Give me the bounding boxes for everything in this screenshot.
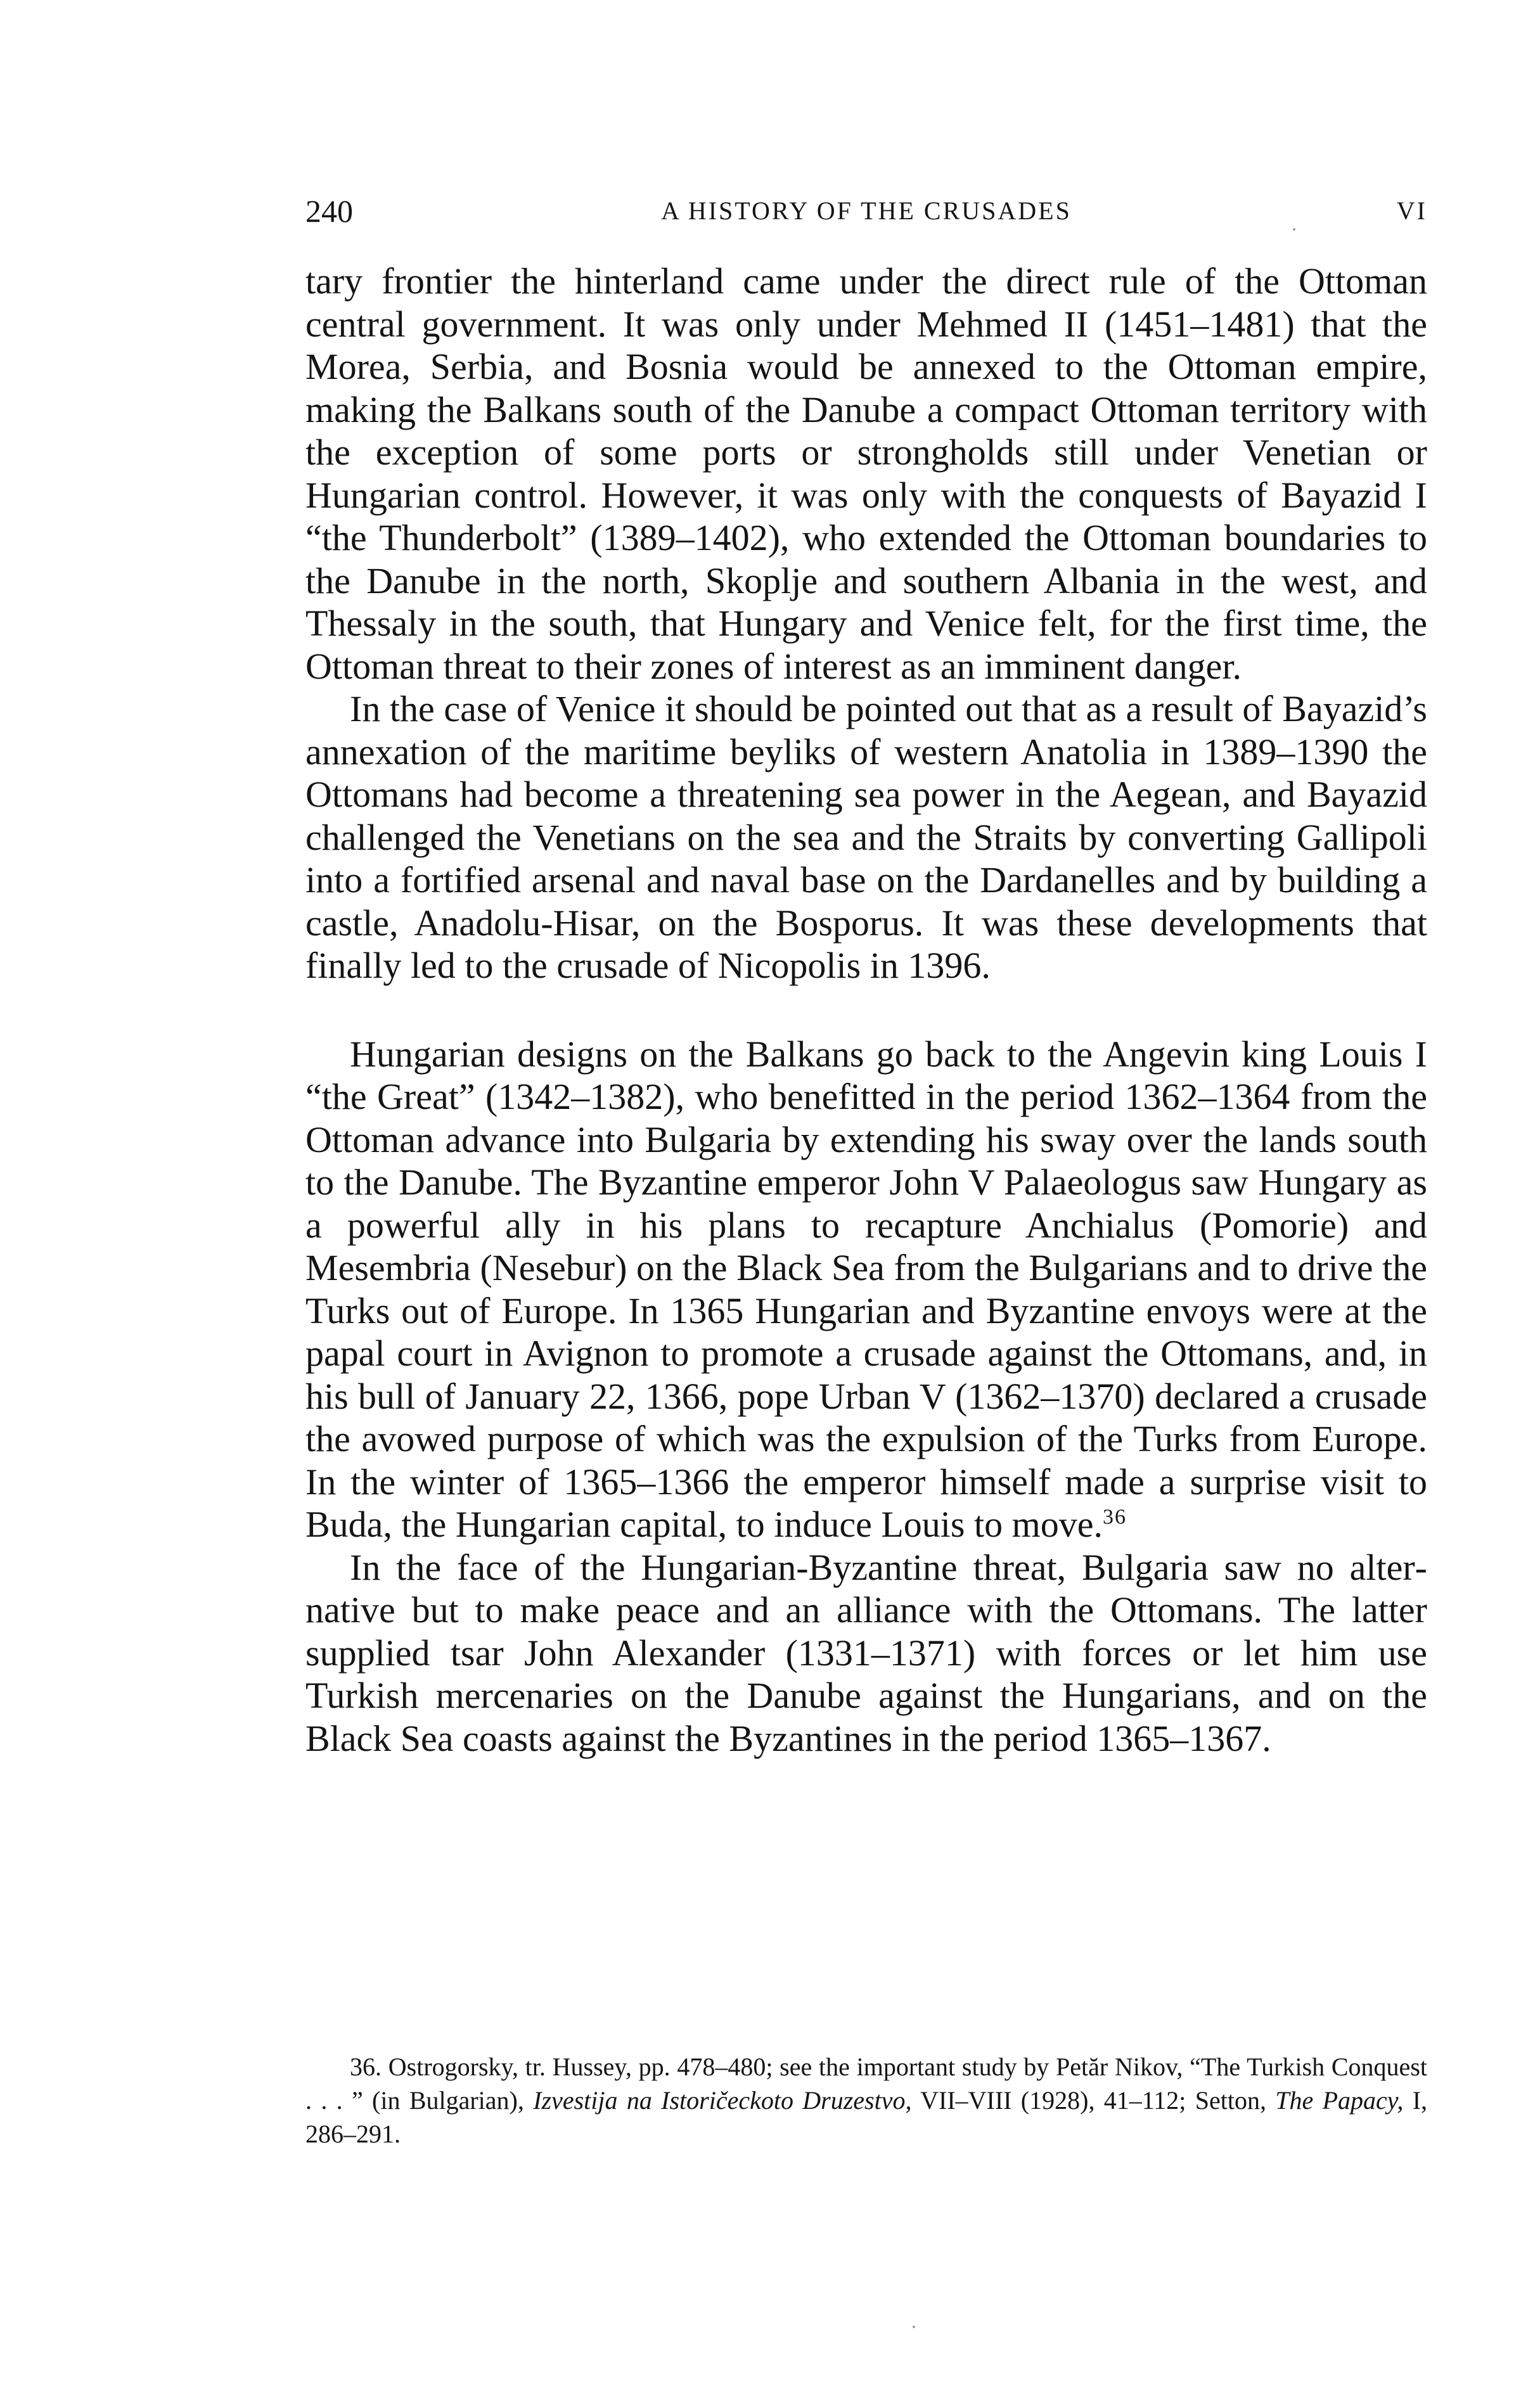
page-number: 240 xyxy=(305,193,353,229)
paper-speck xyxy=(913,2326,915,2328)
paragraph-1: tary frontier the hinterland came under the direct rule of the Ottoman central government. It was only under Mehmed II (1451–1481) that the Morea, Serbia, and Bosnia would be annexed to the Ottoman empire, making the Balkans south of the Danube a compact Ottoman territory with the exception of some ports or strongholds still under Venetian or Hungarian control. However, it was only with the conquests of Bayazid I “the Thunderbolt” (1389–1402), who extended the Ottoman boundaries to the Danube in the north, Skoplje and southern Albania in the west, and Thessaly in the south, that Hungary and Venice felt, for the first time, the Ottoman threat to their zones of interest as an imminent danger. xyxy=(305,260,1427,687)
footnote-text-b: VII–VIII (1928), 41–112; Setton, xyxy=(920,2086,1266,2115)
footnote-book-title: The Papacy, xyxy=(1275,2086,1404,2115)
footnote-journal-title: Izvestija na Istoričeckoto Druzestvo, xyxy=(533,2086,912,2115)
footnote-text-c: I, 286–291. xyxy=(305,2086,1428,2148)
paper-speck xyxy=(1293,228,1295,231)
paragraph-3-text: Hungarian designs on the Balkans go back to the Angevin king Louis I “the Great” (1342–1382), who benefitted in the period 1362–1364 from the Ottoman advance into Bulgaria by extending his sway over the lands south to the Danube. The Byzantine emperor John V Palaeologus saw Hungary as a powerful ally in his plans to recapture Anchialus (Pomorie) and Mesembria (Nesebur) on the Black Sea from the Bulgarians and to drive the Turks out of Europe. In 1365 Hungarian and Byzantine envoys were at the papal court in Avignon to promote a crusade against the Ottomans, and, in his bull of January 22, 1366, pope Urban V (1362–1370) declared a crusade the avowed purpose of which was the expulsion of the Turks from Europe. In the winter of 1365–1366 the emperor himself made a surprise visit to Buda, the Hungarian capital, to induce Louis to move. xyxy=(305,1033,1427,1545)
paragraph-3 xyxy=(305,1033,1427,1546)
section-number: VI xyxy=(1396,196,1427,225)
body-text xyxy=(305,260,1427,1760)
paragraph-4: In the face of the Hungarian-Byzantine threat, Bulgaria saw no alternative but to make peace and an alliance with the Ottomans. The latter supplied tsar John Alexander (1331–1371) with forces or let him use Turkish mercenaries on the Danube against the Hungarians, and on the Black Sea coasts against the Byzantines in the period 1365–1367. xyxy=(305,1546,1427,1759)
running-head xyxy=(305,189,1427,233)
footnote-number: 36. xyxy=(350,2053,382,2081)
footnotes xyxy=(305,2050,1427,2151)
paragraph-2: In the case of Venice it should be pointed out that as a result of Bayazid’s annexation of the maritime beyliks of western Anatolia in 1389–1390 the Ottomans had become a threatening sea power in the Aegean, and Bayazid challenged the Venetians on the sea and the Straits by converting Gallipoli into a fortified arsenal and naval base on the Dardanelles and by building a castle, Anadolu-Hisar, on the Bosporus. It was these developments that finally led to the crusade of Nicopolis in 1396. xyxy=(305,688,1427,986)
footnote-36 xyxy=(305,2050,1427,2151)
running-title: A HISTORY OF THE CRUSADES xyxy=(661,196,1072,225)
footnote-text-a: Ostrogorsky, tr. Hussey, pp. 478–480; see the important study by Petăr Nikov, “The Turkish Conquest . . . ” (in Bulgarian), xyxy=(305,2053,1427,2115)
footnote-reference[interactable]: 36 xyxy=(1102,1505,1127,1529)
